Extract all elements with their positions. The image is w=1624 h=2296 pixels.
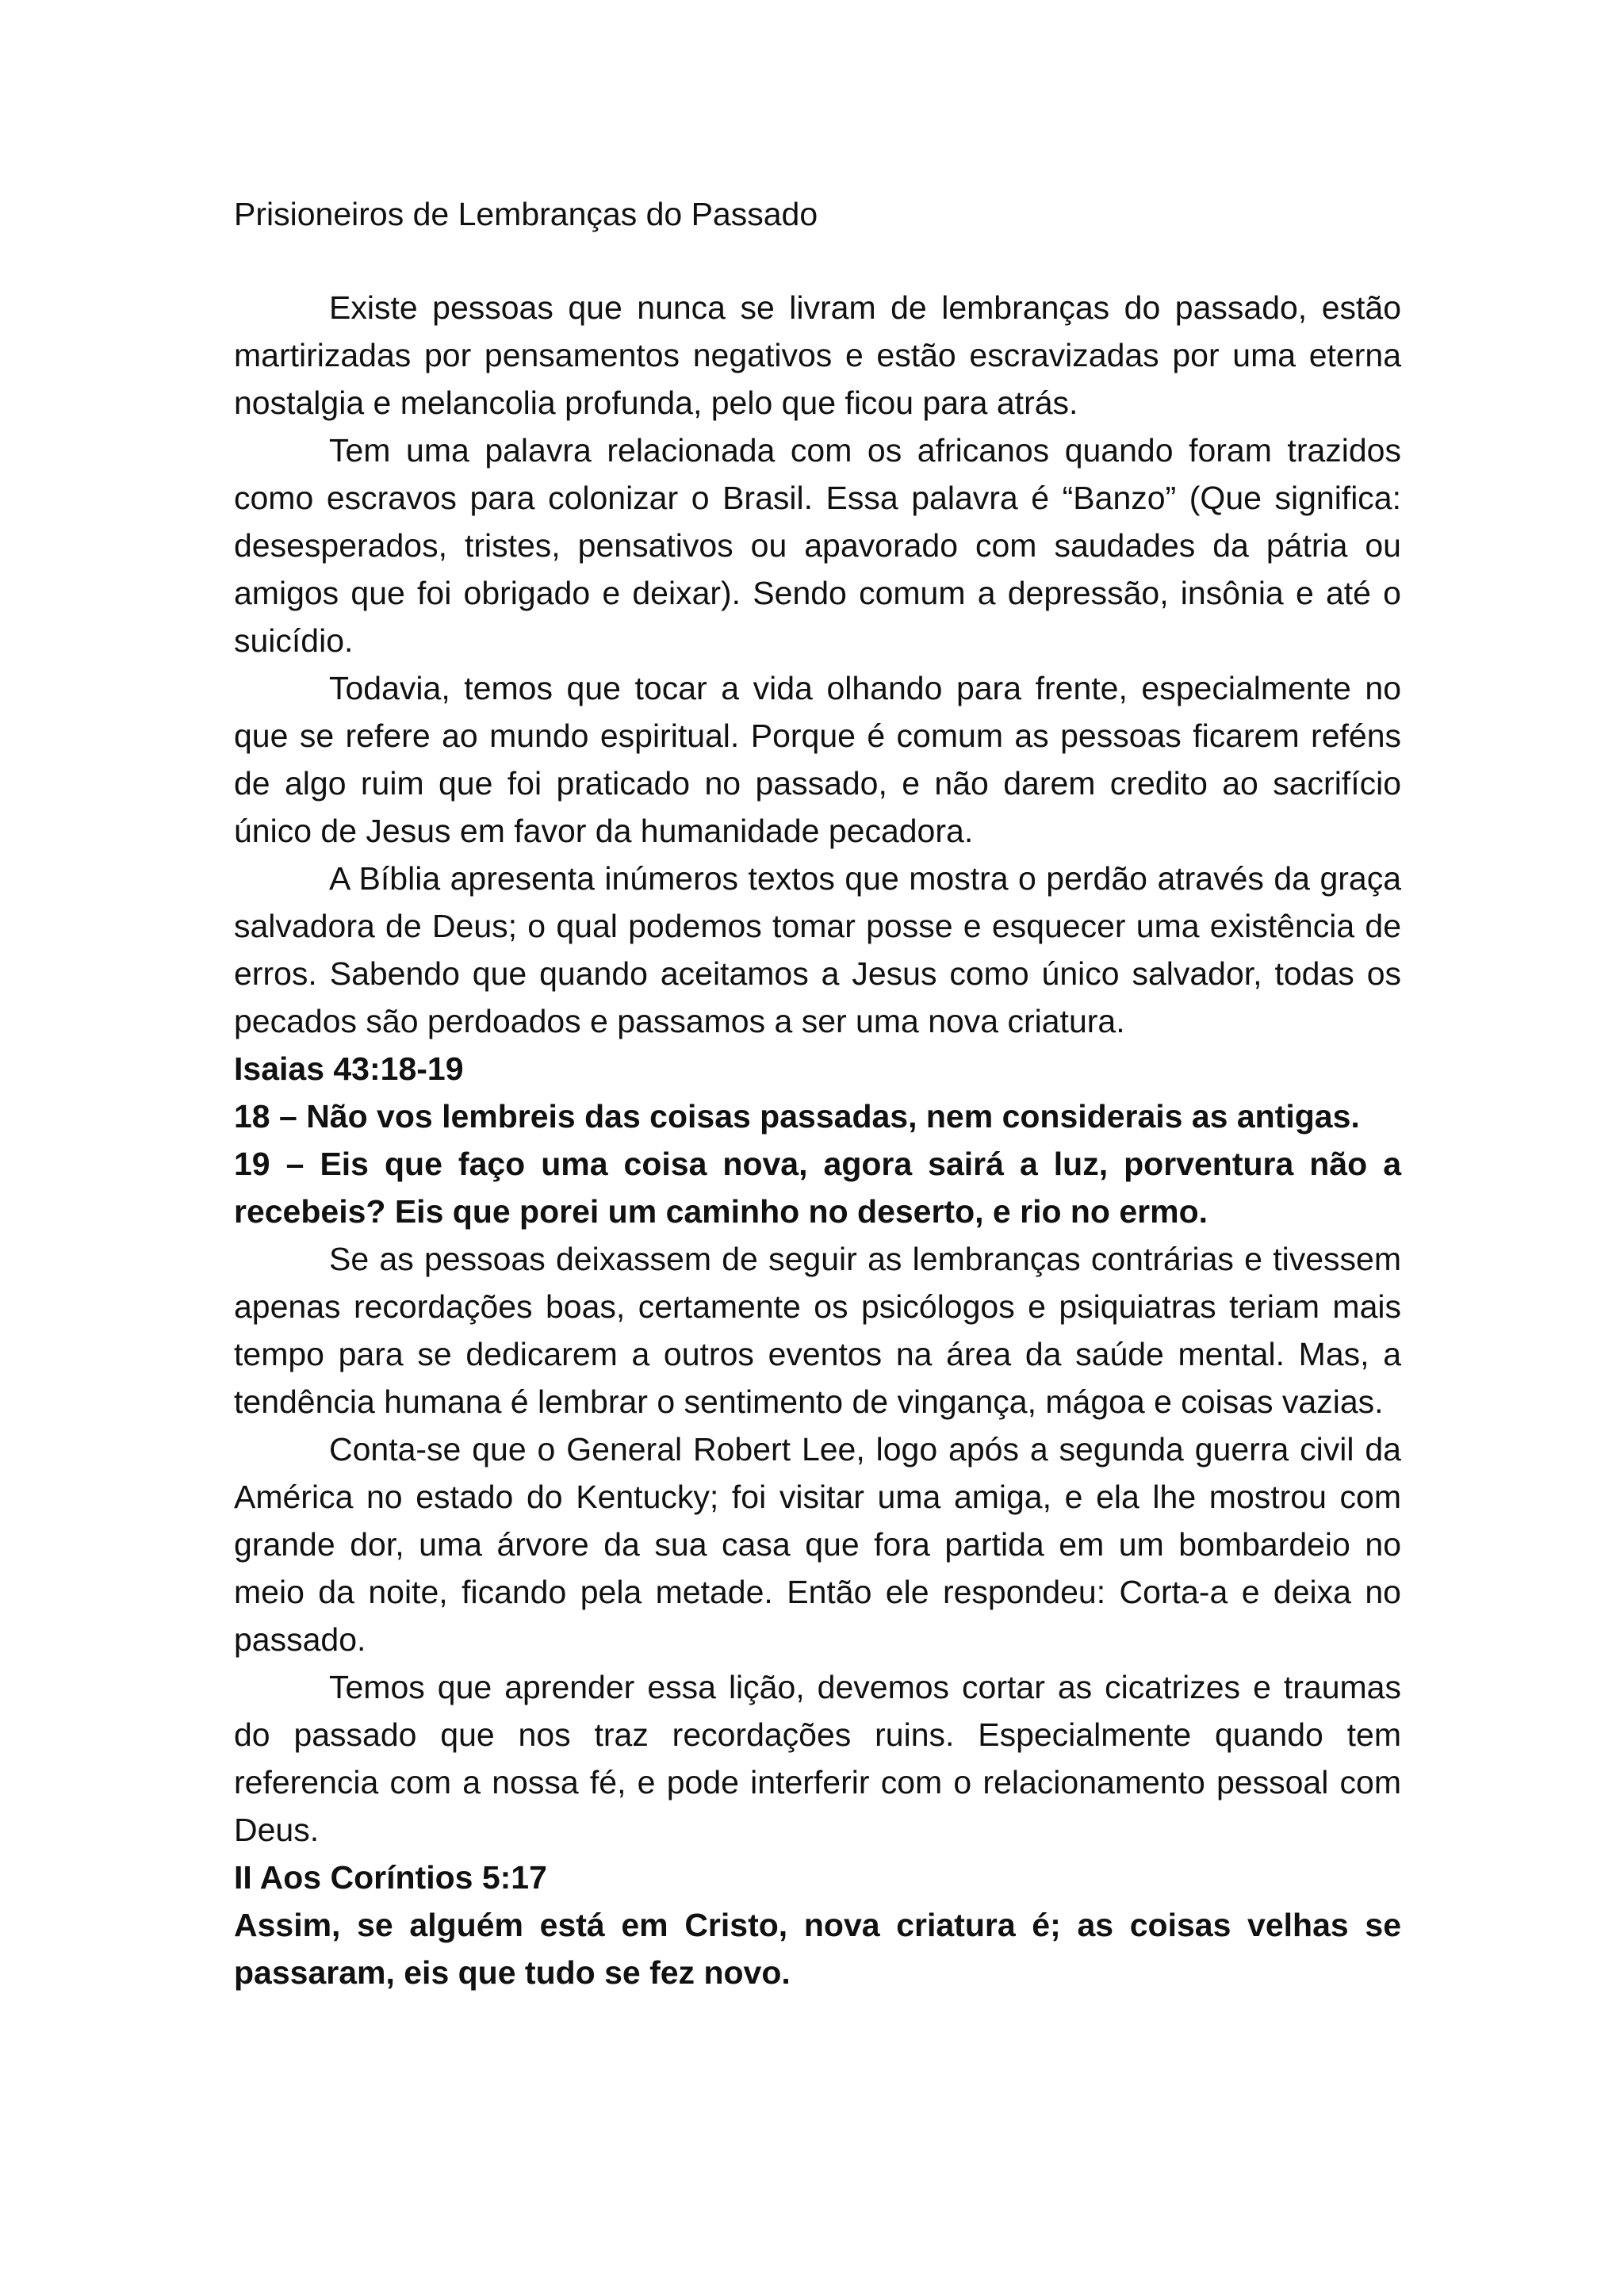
paragraph: Temos que aprender essa lição, devemos cortar as cicatrizes e traumas do passado que nos traz recordações ruins. Especialmente quando tem referencia com a nossa fé, e pode interferir com o relacionamento pessoal com Deus. bbox=[234, 1669, 1401, 1848]
paragraph: Todavia, temos que tocar a vida olhando para frente, especialmente no que se refere ao mundo espiritual. Porque é comum as pessoas ficarem reféns de algo ruim que foi praticado no passado, e não darem credito ao sacrifício único de Jesus em favor da humanidade pecadora. bbox=[234, 670, 1401, 849]
scripture-reference: Isaias 43:18-19 bbox=[234, 1050, 464, 1087]
document-page bbox=[234, 190, 1401, 1996]
paragraph: Se as pessoas deixassem de seguir as lembranças contrárias e tivessem apenas recordações boas, certamente os psicólogos e psiquiatras teriam mais tempo para se dedicarem a outros eventos na área da saúde mental. Mas, a tendência humana é lembrar o sentimento de vingança, mágoa e coisas vazias. bbox=[234, 1241, 1401, 1420]
scripture-verse: 18 – Não vos lembreis das coisas passadas, nem considerais as antigas. bbox=[234, 1098, 1360, 1135]
paragraph: A Bíblia apresenta inúmeros textos que mostra o perdão através da graça salvadora de Deus; o qual podemos tomar posse e esquecer uma existência de erros. Sabendo que quando aceitamos a Jesus como único salvador, todas os pecados são perdoados e passamos a ser uma nova criatura. bbox=[234, 860, 1401, 1039]
paragraph: Existe pessoas que nunca se livram de lembranças do passado, estão martirizadas por pensamentos negativos e estão escravizadas por uma eterna nostalgia e melancolia profunda, pelo que ficou para atrás. bbox=[234, 289, 1401, 421]
scripture-reference: II Aos Coríntios 5:17 bbox=[234, 1859, 547, 1896]
document-title: Prisioneiros de Lembranças do Passado bbox=[234, 196, 818, 232]
scripture-verse: Assim, se alguém está em Cristo, nova criatura é; as coisas velhas se passaram, eis que tudo se fez novo. bbox=[234, 1907, 1401, 1991]
paragraph: Tem uma palavra relacionada com os africanos quando foram trazidos como escravos para colonizar o Brasil. Essa palavra é “Banzo” (Que significa: desesperados, tristes, pensativos ou apavorado com saudades da pátria ou amigos que foi obrigado e deixar). Sendo comum a depressão, insônia e até o suicídio. bbox=[234, 432, 1401, 659]
scripture-verse: 19 – Eis que faço uma coisa nova, agora sairá a luz, porventura não a recebeis? Eis que porei um caminho no deserto, e rio no ermo. bbox=[234, 1146, 1401, 1230]
paragraph: Conta-se que o General Robert Lee, logo após a segunda guerra civil da América no estado do Kentucky; foi visitar uma amiga, e ela lhe mostrou com grande dor, uma árvore da sua casa que fora partida em um bombardeio no meio da noite, ficando pela metade. Então ele respondeu: Corta-a e deixa no passado. bbox=[234, 1431, 1401, 1658]
